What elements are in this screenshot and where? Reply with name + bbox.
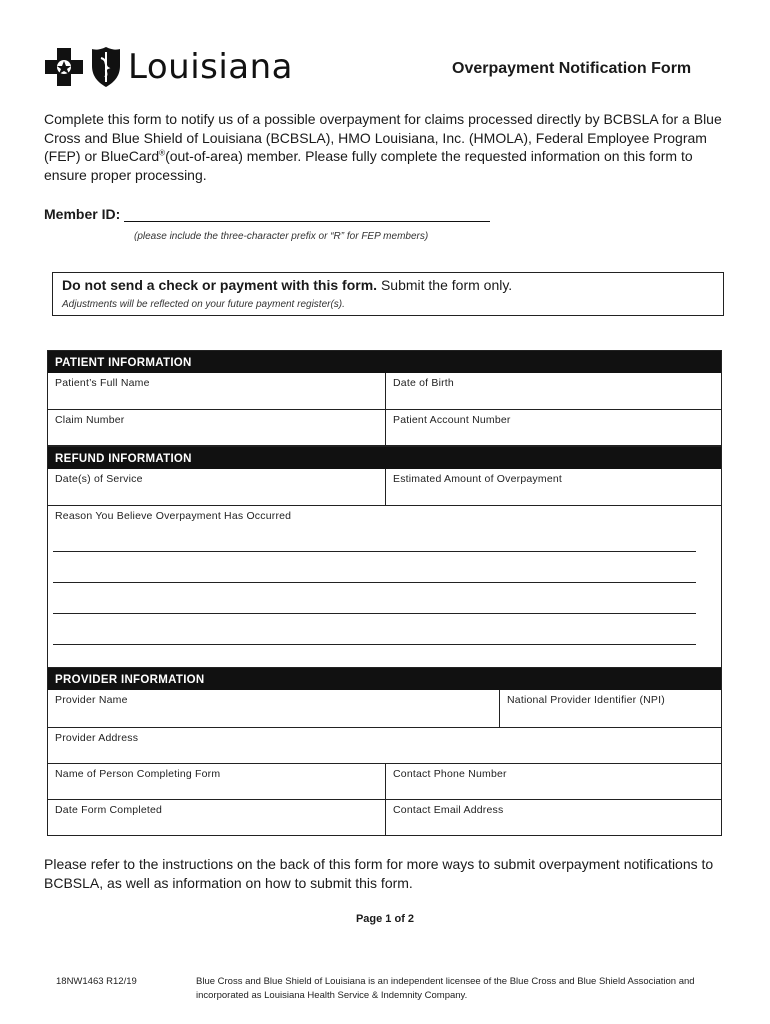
refund-heading: REFUND INFORMATION: [48, 447, 721, 469]
member-id-field[interactable]: [124, 207, 490, 222]
patient-row-2: [48, 409, 721, 445]
refund-section: [47, 446, 722, 668]
instructions-note: Please refer to the instructions on the back of this form for more ways to submit overpayment notifications to BCBSLA, as well as information on how to submit this form.: [44, 856, 714, 891]
member-id-row: [44, 206, 490, 222]
claim-number-field[interactable]: Claim Number: [55, 414, 125, 426]
brand-logo: [44, 46, 293, 88]
provider-name-field[interactable]: Provider Name: [55, 694, 128, 706]
page-number: Page 1 of 2: [355, 913, 415, 925]
contact-phone-field[interactable]: Contact Phone Number: [385, 764, 721, 799]
provider-row-1: [48, 690, 721, 727]
intro-text-a: Complete this form to notify us of a possible overpayment for claims processed directly by BCBSLA for a Blue Cross and Blue Shield of Louisiana (BCBSLA), HMO Louisiana, Inc. (HMOLA), Federal Employee Program (FEP) or BlueCard: [44, 111, 722, 164]
notice-bold: Do not send a check or payment with this form.: [62, 277, 378, 293]
patient-row-1: [48, 373, 721, 409]
refund-row-2: [48, 505, 721, 667]
provider-address-field[interactable]: Provider Address: [55, 732, 139, 744]
provider-row-2: [48, 727, 721, 763]
provider-heading: PROVIDER INFORMATION: [48, 668, 721, 690]
notice-text: [62, 277, 512, 293]
patient-section: [47, 350, 722, 446]
registered-mark: ®: [159, 148, 166, 158]
date-of-birth-field[interactable]: Date of Birth: [385, 373, 721, 409]
member-id-note: (please include the three-character prefix or “R” for FEP members): [134, 231, 429, 242]
npi-field[interactable]: National Provider Identifier (NPI): [499, 690, 721, 727]
intro-text-b: (out-of-area) member. Please fully complete the requested information on this form to ensure proper processing.: [44, 148, 693, 183]
provider-section: [47, 667, 722, 836]
patient-full-name-field[interactable]: Patient’s Full Name: [55, 377, 150, 389]
form-code: 18NW1463 R12/19: [56, 976, 137, 987]
blue-cross-icon: [44, 47, 84, 87]
notice-rest: Submit the form only.: [377, 277, 513, 293]
reason-line[interactable]: [53, 613, 696, 614]
license-statement: Blue Cross and Blue Shield of Louisiana is an independent licensee of the Blue Cross and Blue Shield Association and incorporated as Louisiana Health Service & Indemnity Company.: [196, 976, 695, 1001]
reason-line[interactable]: [53, 582, 696, 583]
person-completing-field[interactable]: Name of Person Completing Form: [55, 768, 221, 780]
reason-line[interactable]: [53, 551, 696, 552]
contact-email-field[interactable]: Contact Email Address: [385, 800, 721, 835]
member-id-label: Member ID:: [44, 206, 121, 222]
patient-heading: PATIENT INFORMATION: [48, 351, 721, 373]
form-title: Overpayment Notification Form: [452, 60, 692, 77]
reason-line[interactable]: [53, 644, 696, 645]
refund-row-1: [48, 469, 721, 505]
date-completed-field[interactable]: Date Form Completed: [55, 804, 163, 816]
dates-of-service-field[interactable]: Date(s) of Service: [55, 473, 143, 485]
brand-name: Louisiana: [128, 47, 294, 87]
estimated-amount-field[interactable]: Estimated Amount of Overpayment: [385, 469, 721, 505]
notice-box: [52, 272, 724, 316]
overpayment-reason-field[interactable]: Reason You Believe Overpayment Has Occurred: [55, 510, 292, 522]
notice-subtext: Adjustments will be reflected on your future payment register(s).: [62, 299, 345, 310]
patient-account-number-field[interactable]: Patient Account Number: [385, 410, 721, 445]
provider-row-4: [48, 799, 721, 835]
provider-row-3: [48, 763, 721, 799]
intro-paragraph: [44, 110, 734, 184]
blue-shield-icon: [90, 46, 122, 88]
